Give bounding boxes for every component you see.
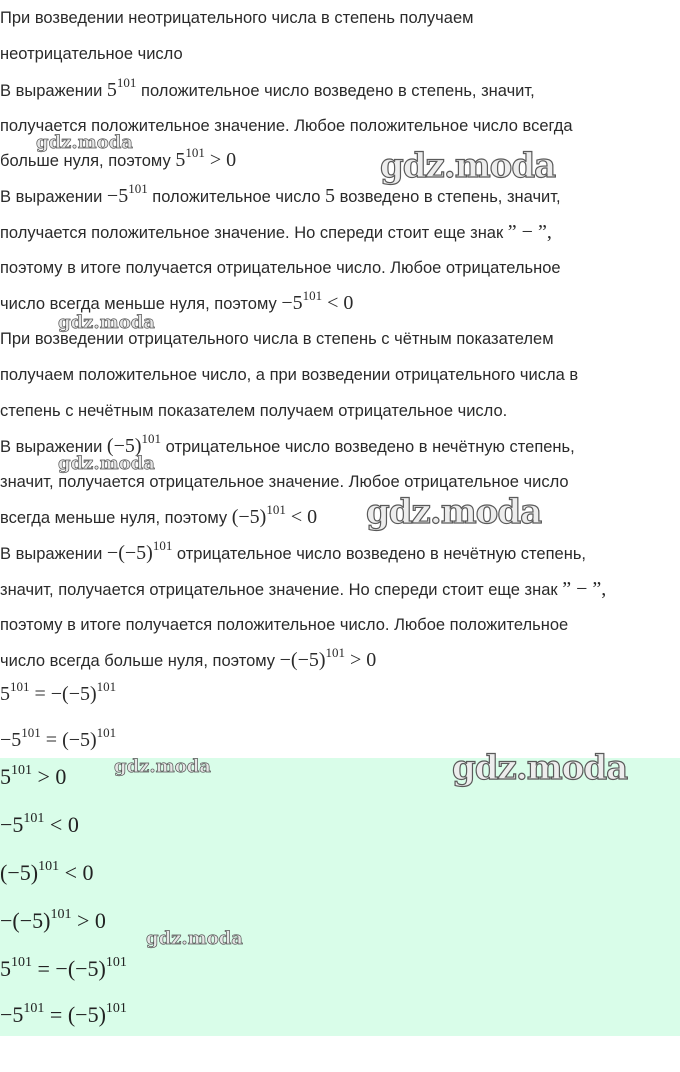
math-expr: $-(-5)^{101}$ [106, 538, 173, 564]
text-span: В выражении [0, 188, 103, 206]
text-line [0, 288, 354, 314]
text-span: всегда меньше нуля, поэтому [0, 509, 228, 527]
answer-line: $-(-5)^{101} > 0$ [0, 907, 106, 933]
text-line [0, 579, 606, 600]
math-expr: $(-5)^{101}$ [106, 431, 162, 457]
math-expr: $-5^{101} < 0$ [281, 288, 354, 314]
text-span: получается положительное значение. Но спереди стоит еще знак [0, 224, 504, 242]
text-line [0, 538, 586, 564]
text-span: В выражении [0, 82, 103, 100]
text-line: степень с нечётным показателем получаем отрицательное число. [0, 402, 508, 420]
answer-line: $5^{101} = -(-5)^{101}$ [0, 955, 127, 981]
text-line: поэтому в итоге получается положительное число. Любое положительное [0, 616, 569, 634]
watermark: gdz.moda [58, 453, 155, 474]
answer-block [0, 758, 680, 1036]
answer-line: $-5^{101} = (-5)^{101}$ [0, 1001, 127, 1027]
math-expr: 5 [325, 185, 336, 207]
watermark: gdz.moda [58, 312, 155, 333]
math-expr: $(-5)^{101} < 0$ [231, 502, 318, 528]
math-expr: $-(-5)^{101} > 0$ [279, 645, 377, 671]
text-line: При возведении отрицательного числа в степень с чётным показателем [0, 330, 554, 348]
text-span: отрицательное число возведено в нечётную степень, [165, 438, 575, 456]
text-span: число всегда больше нуля, поэтому [0, 652, 276, 670]
text-span: больше нуля, поэтому [0, 152, 171, 170]
text-line [0, 502, 318, 528]
text-span: значит, получается отрицательное значение. Но спереди стоит еще знак [0, 581, 558, 599]
watermark: gdz.moda [146, 928, 243, 949]
text-line [0, 645, 377, 671]
math-expr: $5^{101} > 0$ [175, 145, 237, 171]
answer-line: $5^{101} > 0$ [0, 763, 67, 789]
text-span: положительное число возведено в степень, значит, [141, 82, 535, 100]
text-line: значит, получается отрицательное значение. Любое отрицательное число [0, 473, 569, 491]
math-expr: ” − ”, [507, 221, 552, 243]
math-expr: $5^{101}$ [106, 75, 137, 101]
watermark: gdz.moda [36, 132, 133, 153]
text-line: неотрицательное число [0, 45, 183, 63]
answer-line: $-5^{101} < 0$ [0, 811, 79, 837]
text-span: В выражении [0, 545, 103, 563]
text-line: получается положительное значение. Любое положительное число всегда [0, 117, 573, 135]
text-line [0, 145, 237, 171]
text-span: возведено в степень, значит, [339, 188, 561, 206]
text-line [0, 222, 552, 243]
watermark: gdz.moda [114, 756, 211, 777]
math-expr: $-5^{101}$ [106, 181, 148, 207]
watermark: gdz.moda [380, 146, 556, 186]
text-span: отрицательное число возведено в нечётную степень, [176, 545, 586, 563]
watermark: gdz.moda [452, 748, 628, 788]
watermark: gdz.moda [366, 492, 542, 532]
text-span: число всегда меньше нуля, поэтому [0, 295, 277, 313]
text-line [0, 181, 561, 207]
text-span: В выражении [0, 438, 103, 456]
text-line [0, 75, 535, 101]
answer-line: $(-5)^{101} < 0$ [0, 859, 94, 885]
text-line: поэтому в итоге получается отрицательное число. Любое отрицательное [0, 259, 561, 277]
text-line: получаем положительное число, а при возведении отрицательного числа в [0, 366, 579, 384]
math-line: $-5^{101} = (-5)^{101}$ [0, 725, 117, 751]
math-line: $5^{101} = -(-5)^{101}$ [0, 679, 117, 705]
text-span: положительное число [152, 188, 321, 206]
text-line: При возведении неотрицательного числа в степень получаем [0, 9, 474, 27]
math-expr: ” − ”, [562, 578, 607, 600]
